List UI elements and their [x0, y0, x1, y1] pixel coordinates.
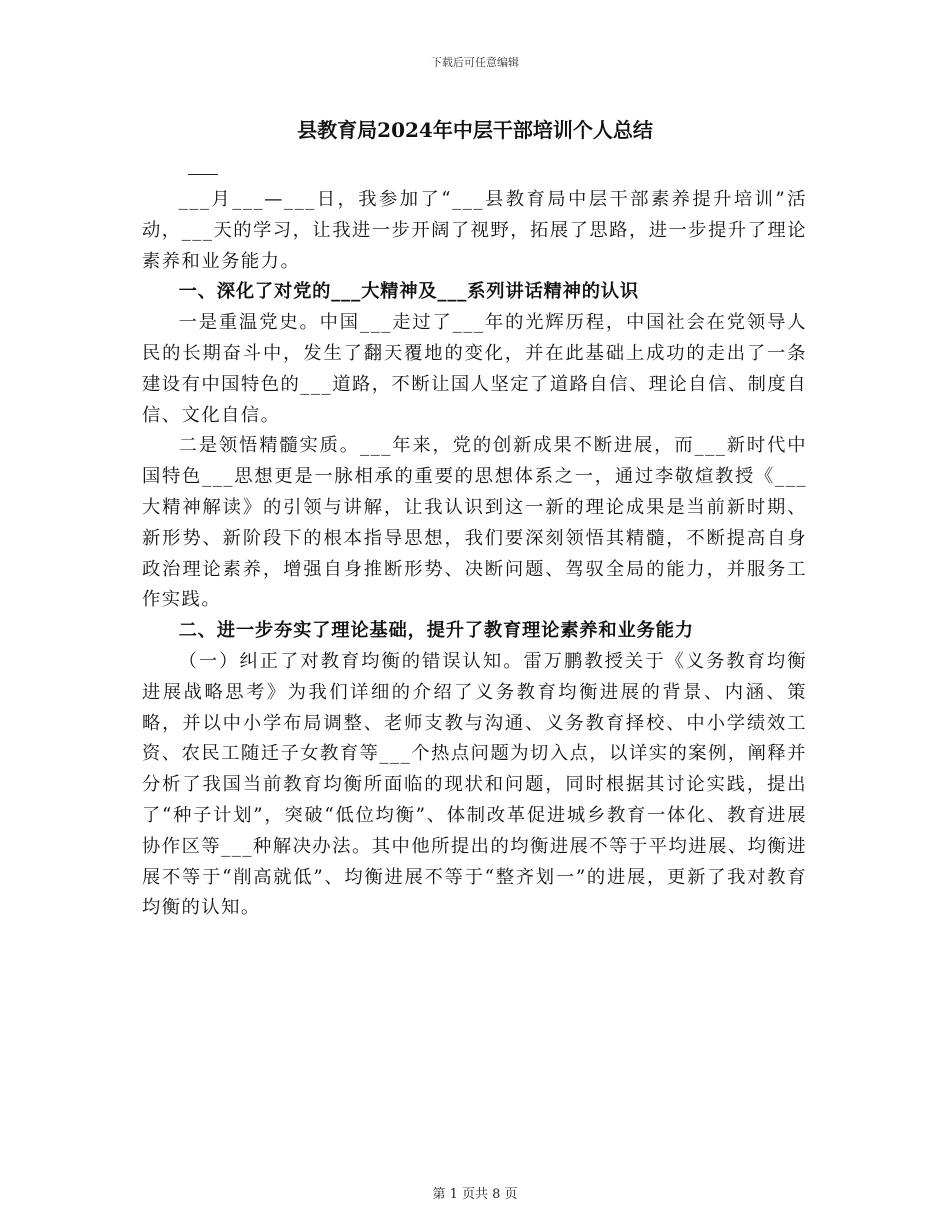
section-heading-2: 二、进一步夯实了理论基础，提升了教育理论素养和业务能力 [178, 620, 694, 642]
body-paragraph: 二是领悟精髓实质。___年来，党的创新成果不断进展，而___新时代中国特色___思想更是一脉相承的重要的思想体系之一，通过李敬煊教授《___大精神解读》的引领与讲解，让我认识到这一新的理论成果是当前新时期、新形势、新阶段下的根本指导思想，我们要深刻领悟其精髓，不断提高自身政治理论素养，增强自身推断形势、决断问题、驾驭全局的能力，并服务工作实践。 [142, 435, 807, 611]
page-number-footer: 第 1 页共 8 页 [432, 1187, 518, 1202]
section-heading-1: 一、深化了对党的___大精神及___系列讲话精神的认识 [178, 281, 639, 303]
header-note: 下载后可任意编辑 [431, 56, 519, 69]
body-paragraph: 一是重温党史。中国___走过了___年的光辉历程，中国社会在党领导人民的长期奋斗中，发生了翻天覆地的变化，并在此基础上成功的走出了一条建设有中国特色的___道路，不断让国人坚定了道路自信、理论自信、制度自信、文化自信。 [142, 312, 807, 426]
blank-underline [188, 174, 218, 175]
body-paragraph: （一）纠正了对教育均衡的错误认知。雷万鹏教授关于《义务教育均衡进展战略思考》为我们详细的介绍了义务教育均衡进展的背景、内涵、策略，并以中小学布局调整、老师支教与沟通、义务教育择校、中小学绩效工资、农民工随迁子女教育等___个热点问题为切入点，以详实的案例，阐释并分析了我国当前教育均衡所面临的现状和问题，同时根据其讨论实践，提出了“种子计划”，突破“低位均衡”、体制改革促进城乡教育一体化、教育进展协作区等___种解决办法。其中他所提出的均衡进展不等于平均进展、均衡进展不等于“削高就低”、均衡进展不等于“整齐划一”的进展，更新了我对教育均衡的认知。 [142, 650, 807, 919]
document-body [142, 185, 807, 924]
intro-paragraph: ___月___—___日，我参加了“___县教育局中层干部素养提升培训”活动，___天的学习，让我进一步开阔了视野，拓展了思路，进一步提升了理论素养和业务能力。 [142, 189, 807, 272]
document-title: 县教育局2024年中层干部培训个人总结 [297, 118, 653, 142]
